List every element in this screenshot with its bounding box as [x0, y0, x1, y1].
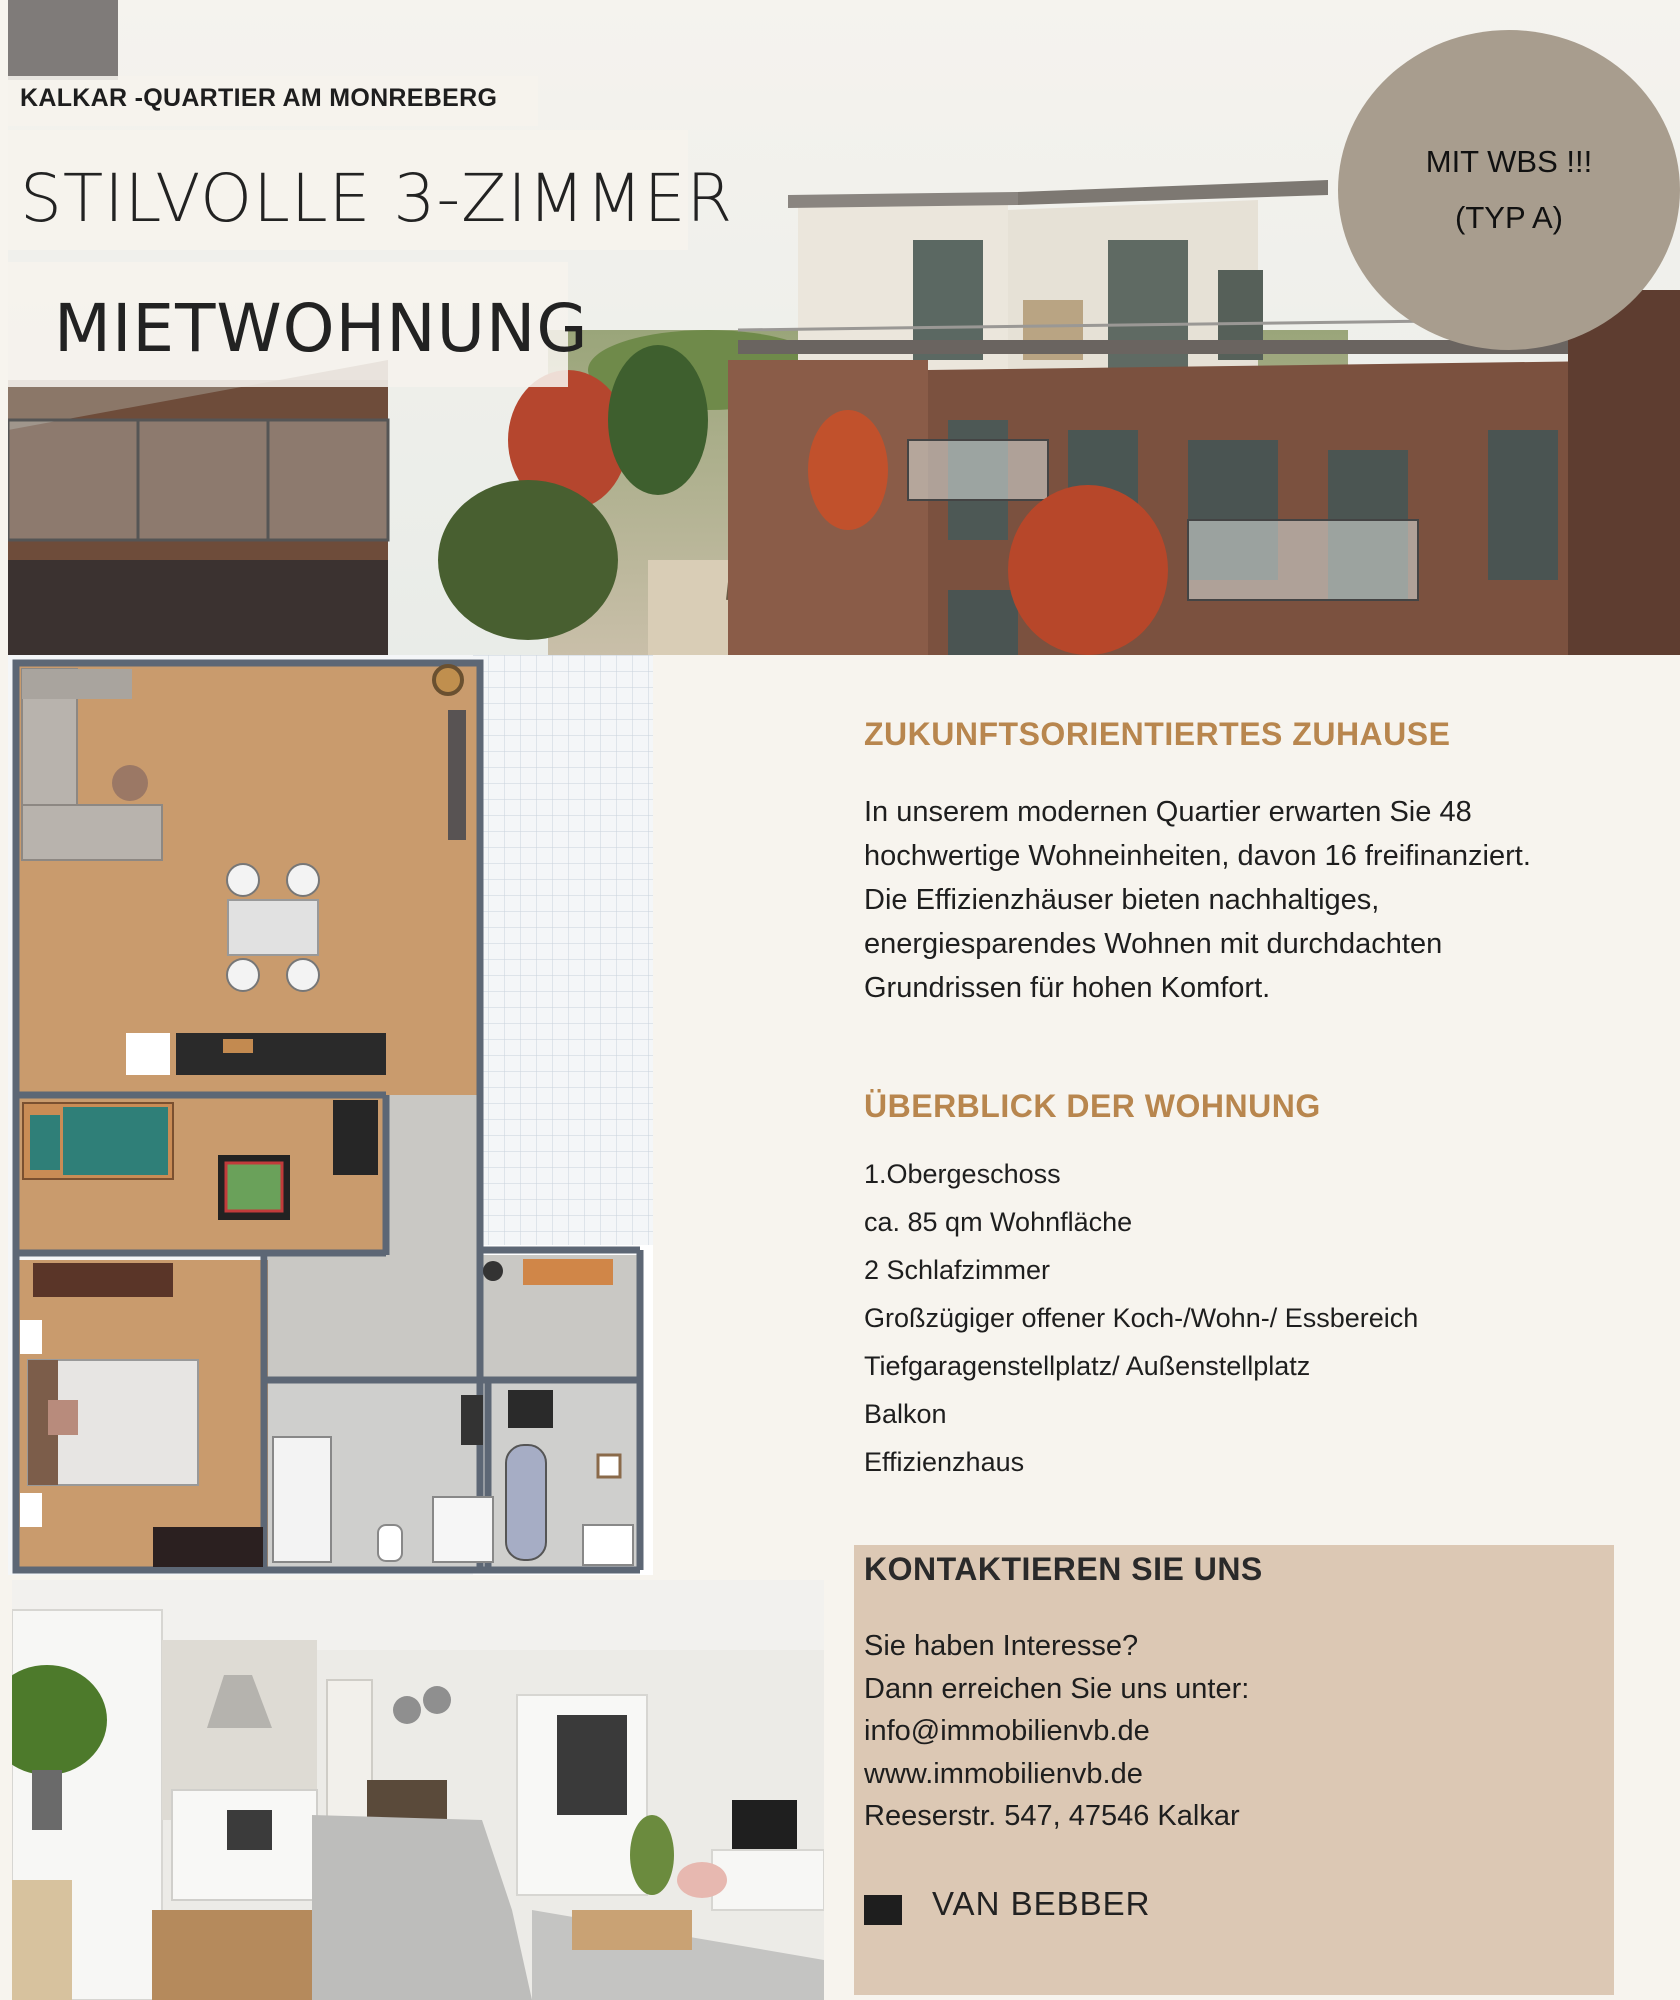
intro-line: energiesparendes Wohnen mit durchdachten: [864, 928, 1443, 960]
address: Reeserstr. 547, 47546 Kalkar: [864, 1800, 1240, 1832]
floor-plan-illustration: [8, 655, 653, 1575]
feature-list: [864, 1150, 1418, 1486]
interior-photo: [12, 1580, 824, 2000]
list-item: Tiefgaragenstellplatz/ Außenstellplatz: [864, 1351, 1311, 1381]
page-title-line2: MIETWOHNUNG: [54, 290, 589, 367]
page-title-line1: STILVOLLE 3-ZIMMER: [20, 160, 734, 237]
list-item: Balkon: [864, 1399, 947, 1429]
list-item: Großzügiger offener Koch-/Wohn-/ Essbereich: [864, 1303, 1419, 1333]
logo-square-icon: [864, 1895, 902, 1925]
section-heading-future-home: ZUKUNFTSORIENTIERTES ZUHAUSE: [864, 716, 1451, 752]
floor-plan: [8, 655, 653, 1575]
contact-line: Sie haben Interesse?: [864, 1630, 1139, 1662]
living-room-illustration: [12, 1580, 824, 2000]
website-link[interactable]: www.immobilienvb.de: [864, 1757, 1143, 1790]
list-item: ca. 85 qm Wohnfläche: [864, 1207, 1133, 1237]
list-item: 2 Schlafzimmer: [864, 1255, 1051, 1285]
wbs-badge: [1338, 30, 1680, 350]
list-item: 1.Obergeschoss: [864, 1159, 1061, 1189]
contact-box: [854, 1545, 1614, 1995]
brand-name: VAN BEBBER: [932, 1885, 1151, 1922]
list-item: Effizienzhaus: [864, 1447, 1025, 1477]
contact-heading: KONTAKTIEREN SIE UNS: [864, 1551, 1263, 1587]
contact-details: [864, 1625, 1249, 1838]
badge-line2: (TYP A): [1455, 200, 1563, 235]
section-heading-overview: ÜBERBLICK DER WOHNUNG: [864, 1088, 1321, 1124]
intro-line: Grundrissen für hohen Komfort.: [864, 972, 1271, 1004]
location-tagline: KALKAR -QUARTIER AM MONREBERG: [20, 84, 498, 112]
intro-line: In unserem modernen Quartier erwarten Sie 48: [864, 796, 1472, 828]
intro-line: Die Effizienzhäuser bieten nachhaltiges,: [864, 884, 1380, 916]
contact-line: Dann erreichen Sie uns unter:: [864, 1672, 1250, 1705]
intro-line: hochwertige Wohneinheiten, davon 16 freifinanziert.: [864, 840, 1531, 872]
email-link[interactable]: info@immobilienvb.de: [864, 1715, 1150, 1747]
intro-paragraph: [864, 790, 1624, 1010]
badge-line1: MIT WBS !!!: [1425, 144, 1593, 179]
